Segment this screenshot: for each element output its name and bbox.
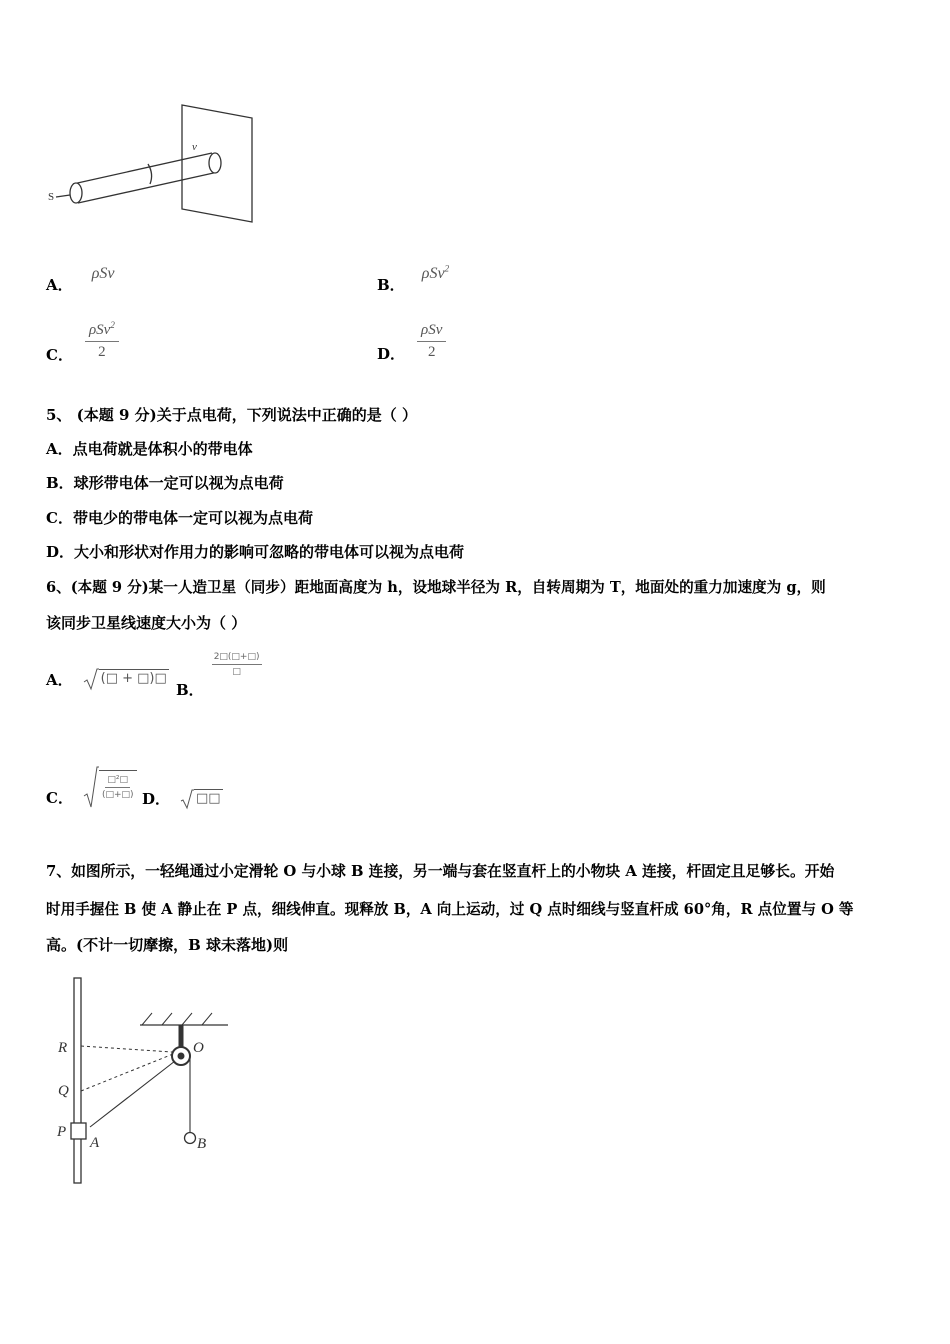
q4-label-v: v [192,141,197,153]
q7-stem-line2: 时用手握住 B 使 A 静止在 P 点，细线伸直。现释放 B，A 向上运动，过 Q 点时细线与竖直杆成 60°角，R 点位置与 O 等 [46,901,854,918]
formula-fraction [85,320,119,361]
formula-fraction [417,322,446,361]
label-q: Q [58,1083,69,1099]
q5-option-c: C．带电少的带电体一定可以视为点电荷 [46,509,313,527]
option-label: B． [377,276,405,294]
option-label: B． [176,681,204,699]
frac-num: ρSv [88,322,111,338]
radicand: □□ [196,791,221,806]
q6-option-c [46,766,137,808]
label-o: O [193,1040,204,1056]
q5-option-a: A．点电荷就是体积小的带电体 [46,440,253,458]
frac-num: 2□(□+□) [212,652,262,665]
formula-fraction [212,652,262,677]
q6-option-d [142,788,223,809]
q4-option-a [46,262,115,294]
formula-exp: 2 [444,263,450,274]
sqrt-sign [180,789,194,809]
option-label: A． [46,276,73,294]
q7-figure [50,975,240,1190]
frac-den: 2 [98,344,106,360]
q4-option-b [377,262,450,294]
q7-stem-line3: 高。(不计一切摩擦，B 球未落地)则 [46,936,289,954]
label-a: A [90,1135,100,1151]
q5-option-b: B．球形带电体一定可以视为点电荷 [46,474,284,492]
q4-label-s: S [48,191,55,203]
q6-stem-line1: 6、(本题 9 分)某一人造卫星（同步）距地面高度为 h，设地球半径为 R，自转周期为 T，地面处的重力加速度为 g，则 [46,579,826,596]
formula: ρSv [91,265,115,282]
frac-num: □²□ [105,775,130,788]
q4-option-d [377,322,446,361]
q6-option-a [46,668,169,690]
frac-den: □ [232,667,241,677]
label-b: B [197,1136,207,1152]
option-label: C． [46,789,73,807]
label-r: R [58,1040,68,1056]
radicand: (□ + □)□ [100,671,167,686]
frac-exp: 2 [110,320,115,330]
q5-stem: 5、 (本题 9 分)关于点电荷，下列说法中正确的是（ ） [46,406,417,424]
option-label: C． [46,346,73,364]
frac-den: (□+□) [101,790,134,800]
option-label: A． [46,671,73,689]
radicand [99,770,137,800]
q4-figure [40,100,270,230]
sqrt-sign [83,766,99,808]
option-label: D． [377,345,406,363]
formula-base: ρSv [421,265,445,282]
formula [422,265,449,282]
q6-option-b [176,652,262,700]
frac-num: ρSv [417,322,446,342]
q5-option-d: D．大小和形状对作用力的影响可忽略的带电体可以视为点电荷 [46,543,465,561]
label-p: P [57,1124,67,1140]
q7-stem-line1: 7、如图所示，一轻绳通过小定滑轮 O 与小球 B 连接，另一端与套在竖直杆上的小物块 A 连接，杆固定且足够长。开始 [46,863,835,880]
q6-stem-line2: 该同步卫星线速度大小为（ ） [46,614,247,632]
sqrt-sign [83,668,99,690]
q4-option-c [46,320,119,364]
frac-den: 2 [427,344,436,360]
option-label: D． [142,790,171,808]
